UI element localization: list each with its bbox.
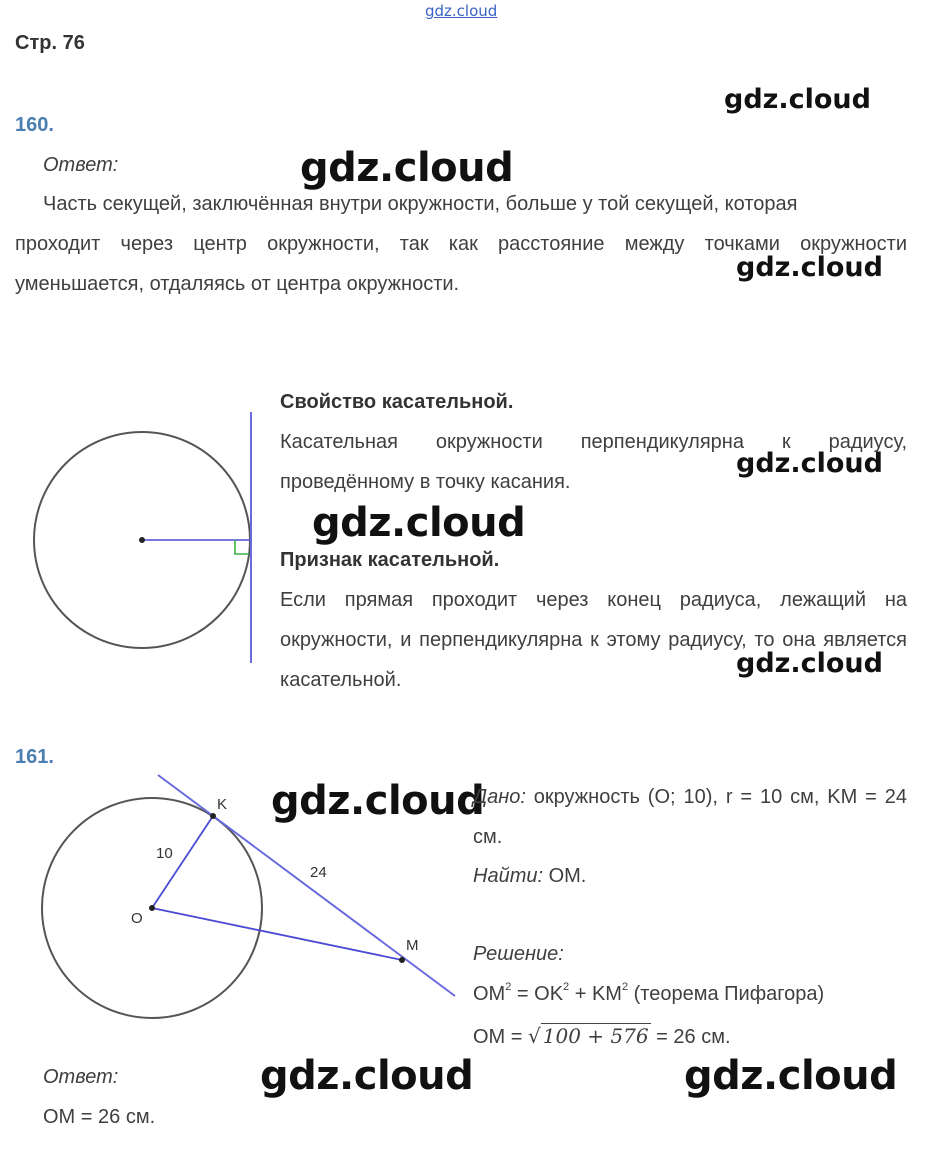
label-k: K <box>217 796 228 813</box>
watermark: gdz.cloud <box>300 145 514 191</box>
watermark: gdz.cloud <box>684 1053 898 1099</box>
solution-label: Решение: <box>473 943 564 965</box>
answer-text-line1: Часть секущей, заключённая внутри окружности, больше у той секущей, которая <box>43 193 798 215</box>
label-m: M <box>406 937 419 954</box>
sqrt-sign: √ <box>528 1024 541 1048</box>
watermark: gdz.cloud <box>736 448 883 479</box>
answer-label-161: Ответ: <box>43 1066 119 1088</box>
watermark: gdz.cloud <box>736 648 883 679</box>
sign-title: Признак касательной. <box>280 549 500 571</box>
exponent: 2 <box>563 981 570 993</box>
given-label: Дано: <box>473 786 526 808</box>
label-radius: 10 <box>156 845 173 862</box>
sqrt-expression: 100 + 576 <box>542 1024 649 1048</box>
property-title: Свойство касательной. <box>280 391 514 413</box>
task-number-160: 160. <box>15 114 54 136</box>
find-label: Найти: <box>473 865 544 887</box>
page-label: Стр. 76 <box>15 32 85 54</box>
answer-text-161: OM = 26 см. <box>43 1106 156 1128</box>
watermark: gdz.cloud <box>312 500 526 546</box>
watermark-top[interactable]: gdz.cloud <box>425 2 498 20</box>
watermark: gdz.cloud <box>260 1053 474 1099</box>
watermark: gdz.cloud <box>736 252 883 283</box>
find-block <box>473 856 586 896</box>
given-text: окружность (O; 10), r = 10 см, KM = 24 см. <box>473 786 907 848</box>
watermark: gdz.cloud <box>271 778 485 824</box>
property-text: Касательная окружности перпендикулярна к радиусу, проведённому в точку касания. <box>280 431 907 493</box>
sign-text: Если прямая проходит через конец радиуса, лежащий на окружности, и перпендикулярна к этому радиусу, то она является касательной. <box>280 589 907 691</box>
exponent: 2 <box>505 981 512 993</box>
find-text: OM. <box>543 865 587 887</box>
segment-ok <box>152 816 213 908</box>
right-angle-mark <box>235 540 249 554</box>
eq2-rhs: = 26 см. <box>650 1026 731 1048</box>
eq-km: + KM <box>569 983 622 1005</box>
point-m <box>399 957 405 963</box>
eq-om: OM <box>473 983 506 1005</box>
answer-text-rest: проходит через центр окружности, так как расстояние между точками окружности уменьшается, отдаляясь от центра окружности. <box>15 233 907 295</box>
label-o: O <box>131 910 143 927</box>
eq-ok: = OK <box>511 983 564 1005</box>
segment-om <box>152 908 402 960</box>
label-tangent: 24 <box>310 864 327 881</box>
given-block <box>473 777 907 857</box>
center-point <box>139 537 145 543</box>
point-k <box>210 813 216 819</box>
eq-note: (теорема Пифагора) <box>628 983 825 1005</box>
watermark: gdz.cloud <box>724 84 871 115</box>
problem-diagram <box>0 770 470 1035</box>
exponent: 2 <box>621 981 629 993</box>
point-o <box>149 905 155 911</box>
equation-result <box>473 1016 731 1057</box>
answer-label: Ответ: <box>43 154 119 176</box>
equation-pythagoras <box>473 974 824 1014</box>
tangent-diagram <box>0 400 270 680</box>
tangent-line <box>158 775 455 996</box>
eq2-lhs: OM = <box>473 1026 529 1048</box>
task-number-161: 161. <box>15 746 54 768</box>
